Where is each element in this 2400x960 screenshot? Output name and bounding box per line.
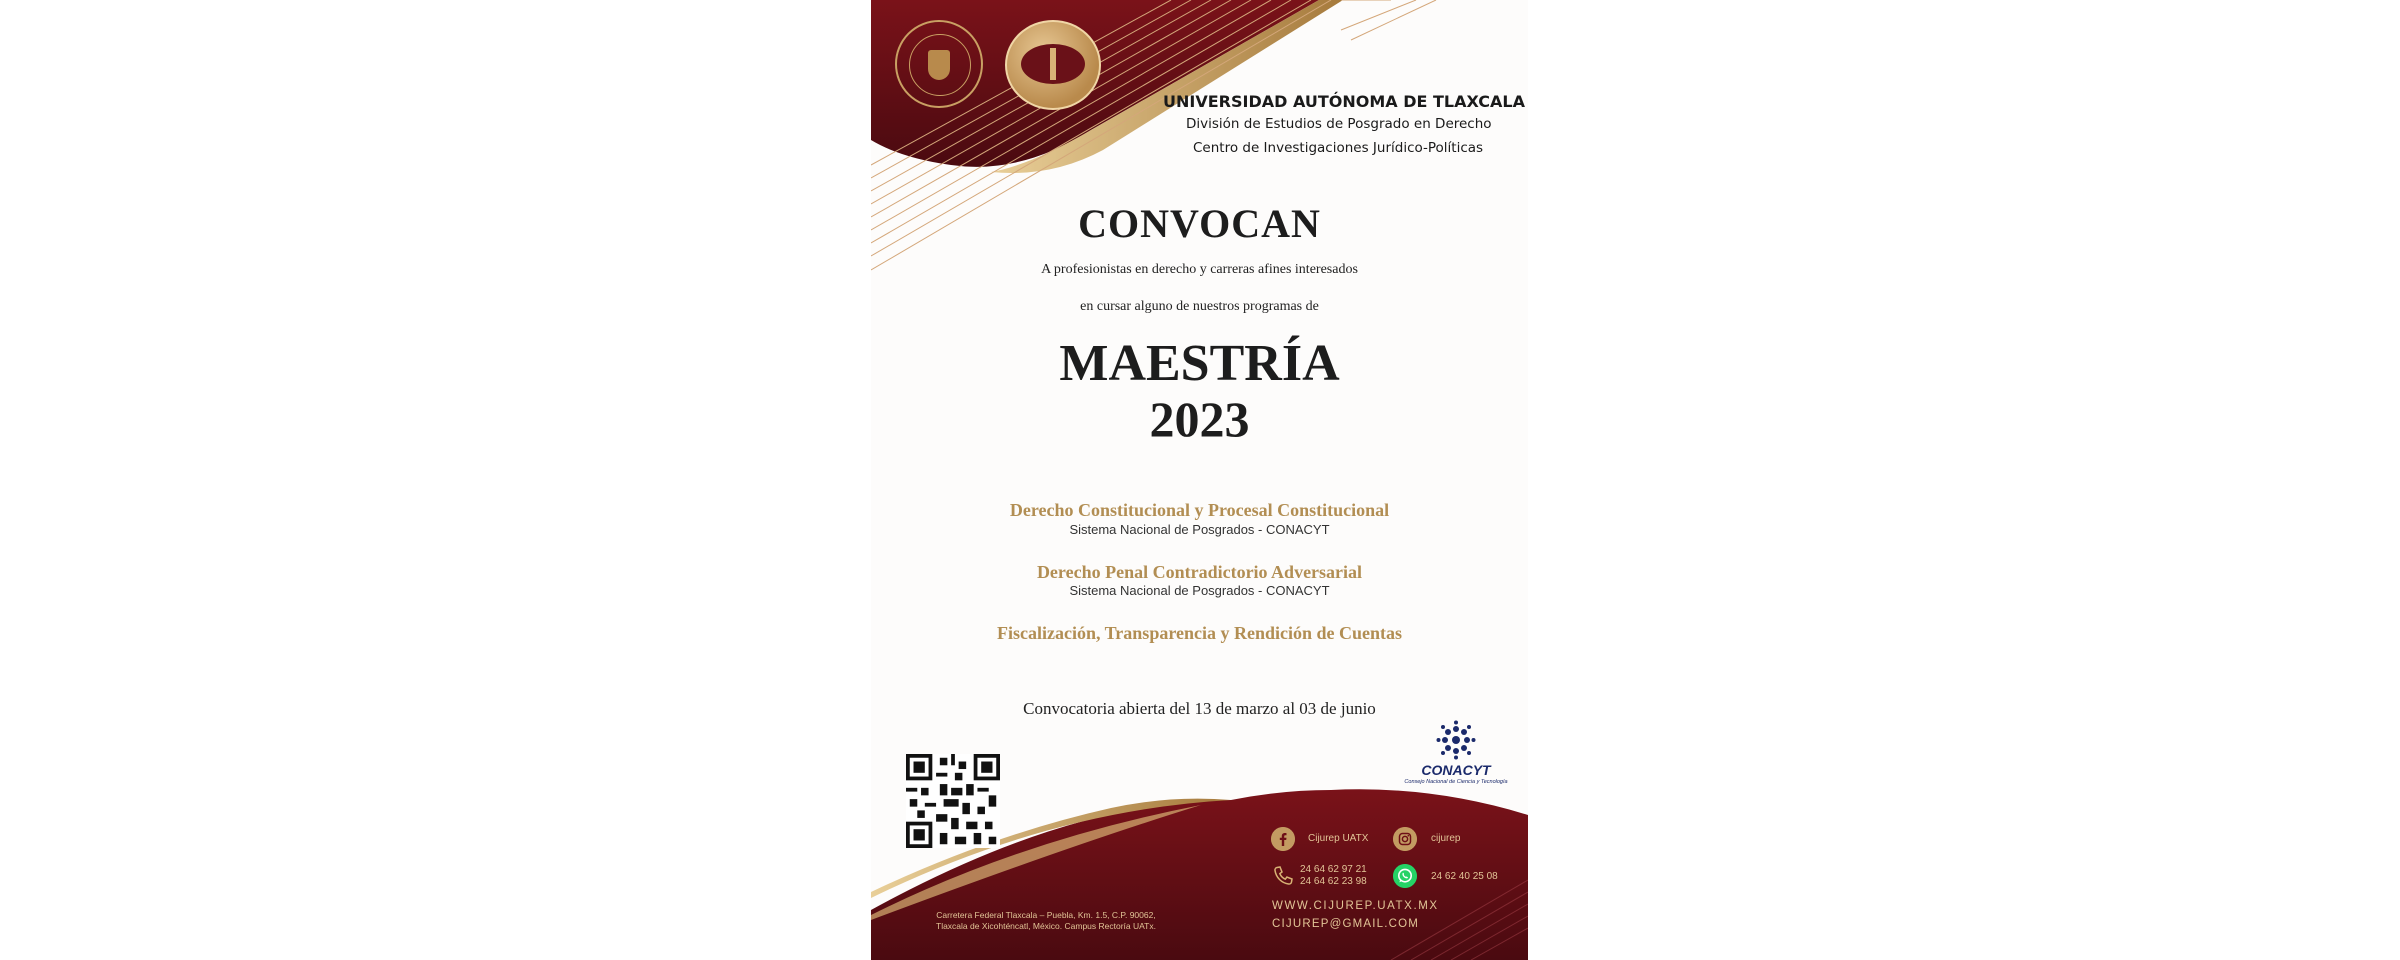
program-title: Derecho Constitucional y Procesal Constitucional — [1009, 500, 1390, 520]
phone-number[interactable]: 24 64 62 97 21 — [1300, 864, 1367, 875]
poster — [871, 0, 1528, 960]
program-subtitle: Sistema Nacional de Posgrados - CONACYT — [1069, 522, 1330, 537]
center-name: Centro de Investigaciones Jurídico-Políticas — [1193, 140, 1484, 156]
convocan-heading: CONVOCAN — [1078, 201, 1321, 246]
phone-icon — [1271, 864, 1295, 888]
division-name: División de Estudios de Posgrado en Derecho — [1186, 116, 1492, 132]
conacyt-full-name: Consejo Nacional de Ciencia y Tecnología — [1404, 779, 1508, 785]
whatsapp-icon[interactable] — [1393, 864, 1417, 888]
phone-number[interactable]: 24 64 62 23 98 — [1300, 876, 1367, 887]
conacyt-name: CONACYT — [1421, 762, 1491, 778]
email-link[interactable]: CIJUREP@GMAIL.COM — [1272, 918, 1420, 930]
qr-code-icon[interactable] — [906, 754, 1000, 848]
program-type-title: MAESTRÍA — [1059, 335, 1340, 392]
instagram-icon[interactable] — [1393, 827, 1417, 851]
program-title: Fiscalización, Transparencia y Rendición de Cuentas — [996, 623, 1403, 643]
university-name: UNIVERSIDAD AUTÓNOMA DE TLAXCALA — [1163, 92, 1525, 111]
instagram-handle[interactable]: cijurep — [1431, 833, 1461, 844]
year-title: 2023 — [1149, 391, 1250, 447]
address-line-1: Carretera Federal Tlaxcala – Puebla, Km. 1.5, C.P. 90062, — [936, 910, 1156, 920]
intro-line-2: en cursar alguno de nuestros programas de — [1080, 299, 1319, 314]
conacyt-logo — [1401, 720, 1511, 790]
address-line-2: Tlaxcala de Xicohténcatl, México. Campus Rectoría UATx. — [936, 921, 1156, 931]
whatsapp-number[interactable]: 24 62 40 25 08 — [1431, 871, 1498, 882]
intro-line-1: A profesionistas en derecho y carreras afines interesados — [1041, 262, 1358, 277]
facebook-handle[interactable]: Cijurep UATX — [1308, 833, 1369, 844]
facebook-icon[interactable] — [1271, 827, 1295, 851]
website-link[interactable]: WWW.CIJUREP.UATX.MX — [1272, 900, 1439, 912]
conacyt-emblem-icon — [1436, 720, 1476, 760]
uatx-seal-icon — [895, 20, 983, 108]
call-dates: Convocatoria abierta del 13 de marzo al 03 de junio — [1023, 699, 1376, 718]
program-subtitle: Sistema Nacional de Posgrados - CONACYT — [1069, 583, 1330, 598]
cijurep-seal-icon — [1005, 20, 1101, 110]
program-title: Derecho Penal Contradictorio Adversarial — [1036, 562, 1363, 582]
